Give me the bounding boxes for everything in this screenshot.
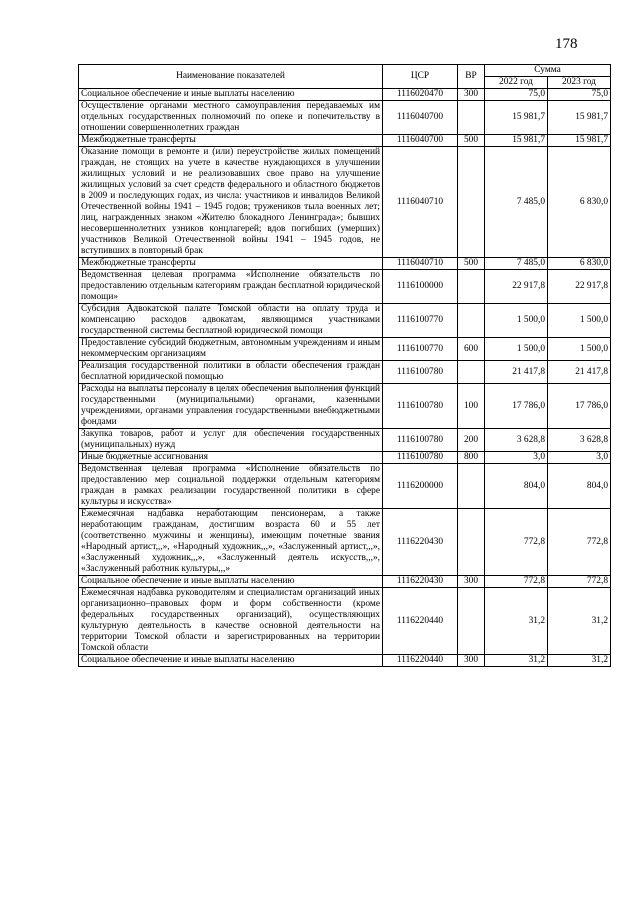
- row-amount-2022: 31,2: [485, 655, 548, 667]
- table-row: [79, 588, 611, 655]
- row-amount-2022: 772,8: [485, 509, 548, 576]
- row-vr: [458, 270, 485, 304]
- row-amount-2022: 21 417,8: [485, 361, 548, 384]
- row-name: Предоставление субсидий бюджетным, автономным учреждениям и иным некоммерческим организациям: [79, 338, 383, 361]
- row-amount-2023: 21 417,8: [548, 361, 611, 384]
- row-amount-2023: 1 500,0: [548, 338, 611, 361]
- row-csr: 1116220430: [383, 576, 458, 588]
- table-row: [79, 147, 611, 258]
- row-amount-2022: 772,8: [485, 576, 548, 588]
- row-amount-2022: 804,0: [485, 464, 548, 509]
- row-name: Осуществление органами местного самоуправления передаваемых им отдельных государственных полномочий по опеке и попечительству в отношении совершеннолетних граждан: [79, 101, 383, 135]
- row-vr: [458, 588, 485, 655]
- row-vr: [458, 361, 485, 384]
- table-row: [79, 429, 611, 452]
- row-name: Ведомственная целевая программа «Исполнение обязательств по предоставлению мер социальной поддержки отдельным категориям граждан в рамках реализации государственной политики в сфере культуры и искусства»: [79, 464, 383, 509]
- row-csr: 1116100780: [383, 452, 458, 464]
- header-csr: ЦСР: [383, 65, 458, 89]
- row-csr: 1116100780: [383, 429, 458, 452]
- row-csr: 1116040710: [383, 147, 458, 258]
- page-number: 178: [555, 36, 578, 52]
- row-name: Межбюджетные трансферты: [79, 135, 383, 147]
- row-amount-2022: 75,0: [485, 89, 548, 101]
- row-csr: 1116100000: [383, 270, 458, 304]
- row-csr: 1116200000: [383, 464, 458, 509]
- row-amount-2023: 3,0: [548, 452, 611, 464]
- row-amount-2022: 7 485,0: [485, 258, 548, 270]
- table-row: [79, 258, 611, 270]
- table-row: [79, 655, 611, 667]
- row-name: Иные бюджетные ассигнования: [79, 452, 383, 464]
- row-csr: 1116220440: [383, 655, 458, 667]
- row-name: Закупка товаров, работ и услуг для обеспечения государственных (муниципальных) нужд: [79, 429, 383, 452]
- table-row: [79, 464, 611, 509]
- header-sum: Сумма: [485, 65, 611, 77]
- row-name: Ежемесячная надбавка неработающим пенсионерам, а также неработающим гражданам, достигшим возраста 60 и 55 лет (соответственно мужчины и женщины), имеющим почетные звания «Народный артист,,,», «Народный художник,,,», «Заслуженный артист,,,», «Заслуженный художник,,,», «Заслуженный деятель искусств,,,», «Заслуженный работник культуры,,,»: [79, 509, 383, 576]
- row-amount-2023: 772,8: [548, 509, 611, 576]
- row-vr: [458, 101, 485, 135]
- row-name: Реализация государственной политики в области обеспечения граждан бесплатной юридической помощью: [79, 361, 383, 384]
- row-amount-2022: 7 485,0: [485, 147, 548, 258]
- row-vr: 600: [458, 338, 485, 361]
- row-amount-2023: 804,0: [548, 464, 611, 509]
- row-vr: 300: [458, 655, 485, 667]
- row-amount-2022: 15 981,7: [485, 135, 548, 147]
- header-year-2022: 2022 год: [485, 77, 548, 89]
- row-amount-2022: 17 786,0: [485, 384, 548, 429]
- header-vr: ВР: [458, 65, 485, 89]
- row-vr: 500: [458, 135, 485, 147]
- row-csr: 1116040700: [383, 135, 458, 147]
- row-vr: 100: [458, 384, 485, 429]
- header-year-2023: 2023 год: [548, 77, 611, 89]
- row-amount-2022: 3,0: [485, 452, 548, 464]
- header-name: Наименование показателей: [79, 65, 383, 89]
- row-amount-2023: 772,8: [548, 576, 611, 588]
- table-row: [79, 576, 611, 588]
- row-name: Оказание помощи в ремонте и (или) переустройстве жилых помещений граждан, не стоящих на учете в качестве нуждающихся в улучшении жилищных условий и не реализовавших свое право на улучшение жилищных условий за счет средств федерального и областного бюджетов в 2009 и последующих годах, из числа: участников и инвалидов Великой Отечественной войны 1941 – 1945 годов; тружеников тыла военных лет; лиц, награжденных знаком «Жителю блокадного Ленинграда»; бывших несовершеннолетних узников концлагерей; вдов погибших (умерших) участников Великой Отечественной войны 1941 – 1945 годов, не вступивших в повторный брак: [79, 147, 383, 258]
- row-vr: [458, 509, 485, 576]
- row-name: Ежемесячная надбавка руководителям и специалистам организаций иных организационно–правовых форм и форм собственности (кроме федеральных государственных организаций), осуществляющих культурную деятельность в качестве основной деятельности на территории Томской области и зарегистрированных на территории Томской области: [79, 588, 383, 655]
- row-amount-2022: 22 917,8: [485, 270, 548, 304]
- table-row: [79, 270, 611, 304]
- row-amount-2022: 3 628,8: [485, 429, 548, 452]
- row-amount-2022: 1 500,0: [485, 338, 548, 361]
- row-amount-2023: 6 830,0: [548, 258, 611, 270]
- row-csr: 1116220440: [383, 588, 458, 655]
- row-amount-2023: 3 628,8: [548, 429, 611, 452]
- row-name: Субсидия Адвокатской палате Томской области на оплату труда и компенсацию расходов адвокатам, являющимся участниками государственной системы бесплатной юридической помощи: [79, 304, 383, 338]
- header-row: [79, 65, 611, 77]
- row-amount-2023: 31,2: [548, 588, 611, 655]
- row-name: Ведомственная целевая программа «Исполнение обязательств по предоставлению отдельным категориям граждан бесплатной юридической помощи»: [79, 270, 383, 304]
- row-vr: 200: [458, 429, 485, 452]
- row-amount-2023: 17 786,0: [548, 384, 611, 429]
- row-amount-2023: 15 981,7: [548, 135, 611, 147]
- table-row: [79, 304, 611, 338]
- row-csr: 1116100770: [383, 338, 458, 361]
- row-csr: 1116020470: [383, 89, 458, 101]
- table-row: [79, 101, 611, 135]
- row-vr: [458, 464, 485, 509]
- row-vr: 300: [458, 89, 485, 101]
- row-csr: 1116100780: [383, 361, 458, 384]
- row-amount-2023: 15 981,7: [548, 101, 611, 135]
- row-amount-2022: 1 500,0: [485, 304, 548, 338]
- table-row: [79, 509, 611, 576]
- row-amount-2023: 6 830,0: [548, 147, 611, 258]
- row-vr: [458, 147, 485, 258]
- row-amount-2023: 31,2: [548, 655, 611, 667]
- row-csr: 1116100770: [383, 304, 458, 338]
- budget-table: [78, 64, 611, 667]
- row-name: Социальное обеспечение и иные выплаты населению: [79, 576, 383, 588]
- row-vr: 500: [458, 258, 485, 270]
- row-csr: 1116220430: [383, 509, 458, 576]
- row-vr: [458, 304, 485, 338]
- table-row: [79, 452, 611, 464]
- row-amount-2023: 1 500,0: [548, 304, 611, 338]
- row-vr: 800: [458, 452, 485, 464]
- table-body: [79, 89, 611, 667]
- row-name: Межбюджетные трансферты: [79, 258, 383, 270]
- table-row: [79, 361, 611, 384]
- table-row: [79, 338, 611, 361]
- table-row: [79, 384, 611, 429]
- row-csr: 1116040700: [383, 101, 458, 135]
- row-csr: 1116100780: [383, 384, 458, 429]
- table-row: [79, 89, 611, 101]
- row-name: Социальное обеспечение и иные выплаты населению: [79, 89, 383, 101]
- row-name: Социальное обеспечение и иные выплаты населению: [79, 655, 383, 667]
- row-amount-2023: 75,0: [548, 89, 611, 101]
- row-vr: 300: [458, 576, 485, 588]
- row-amount-2023: 22 917,8: [548, 270, 611, 304]
- row-amount-2022: 31,2: [485, 588, 548, 655]
- row-csr: 1116040710: [383, 258, 458, 270]
- row-amount-2022: 15 981,7: [485, 101, 548, 135]
- row-name: Расходы на выплаты персоналу в целях обеспечения выполнения функций государственными (муниципальными) органами, казенными учреждениями, органами управления государственными внебюджетными фондами: [79, 384, 383, 429]
- table-row: [79, 135, 611, 147]
